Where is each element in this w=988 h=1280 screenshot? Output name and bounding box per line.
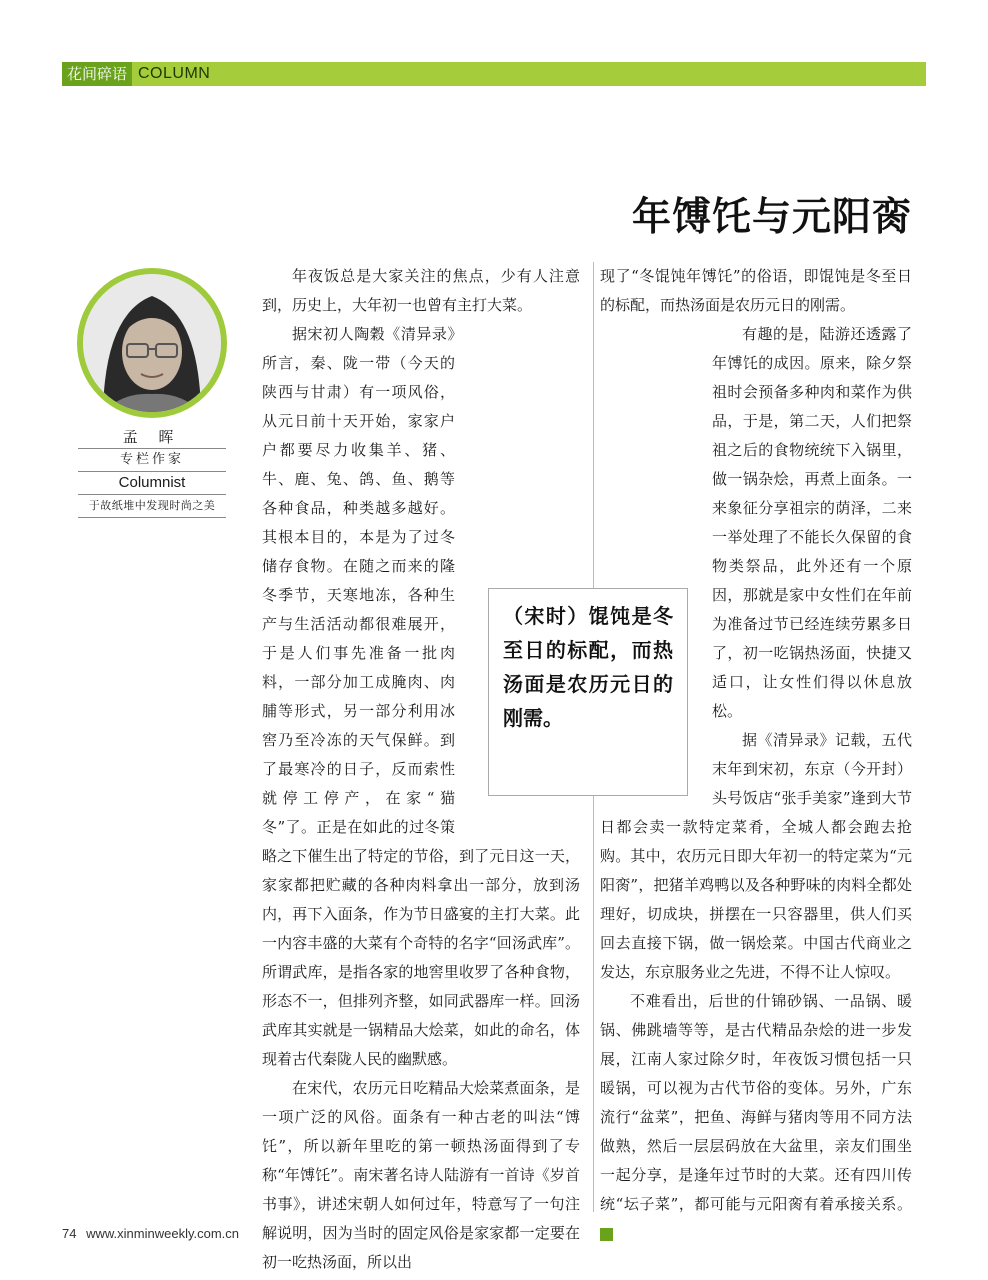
page-footer bbox=[62, 1226, 239, 1241]
author-motto: 于故纸堆中发现时尚之美 bbox=[78, 495, 226, 518]
paragraph: 现了“冬馄饨年馎饦”的俗语，即馄饨是冬至日的标配，而热汤面是农历元日的刚需。 bbox=[600, 267, 912, 314]
pull-quote-text: （宋时）馄饨是冬至日的标配，而热汤面是农历元日的刚需。 bbox=[503, 604, 673, 730]
paragraph-text: 有趣的是，陆游还透露了年馎饦的成因。原来，除夕祭祖时会预备多种肉和菜作为供品，于是，第二天，人们把祭祖之后的食物统统下入锅里，做一锅杂烩，再煮上面条。一来象征分享祖宗的荫泽，二来一举处理了不能长久保留的食物类祭品，此外还有一个原因，那就是家中女性们在年前为准备过节已经连续劳累多日了，初一吃锅热汤面，快捷又适口，让女性们得以休息放松。 bbox=[712, 325, 912, 720]
column-header-bar bbox=[62, 62, 926, 86]
paragraph: 据《清异录》记载，五代末年到宋初，东京（今开封）头号饭店“张手美家”逢到大节日都会卖一款特定菜肴，全城人都会跑去抢购。其中，农历元日即大年初一的特定菜为“元阳脔”，把猪羊鸡鸭以及各种野味的肉料全都处理好，切成块，拼摆在一只容器里，供人们买回去直接下锅，做一锅烩菜。中国古代商业之发达，东京服务业之先进，不得不让人惊叹。 bbox=[600, 731, 912, 981]
paragraph: 在宋代，农历元日吃精品大烩菜煮面条，是一项广泛的风俗。面条有一种古老的叫法“馎饦”，所以新年里吃的第一顿热汤面得到了专称“年馎饦”。南宋著名诗人陆游有一首诗《岁首书事》，讲述宋朝人如何过年，特意写了一句注解说明，因为当时的固定风俗是家家都一定要在初一吃热汤面，所以出 bbox=[262, 1079, 580, 1271]
author-role: 专栏作家 bbox=[78, 449, 226, 472]
website-url: www.xinminweekly.com.cn bbox=[86, 1226, 240, 1241]
author-info bbox=[78, 426, 226, 518]
author-avatar-ring bbox=[77, 268, 227, 418]
paragraph: 年夜饭总是大家关注的焦点，少有人注意到，历史上，大年初一也曾有主打大菜。 bbox=[262, 267, 580, 314]
author-role-english: Columnist bbox=[78, 472, 226, 495]
paragraph bbox=[600, 987, 912, 1248]
author-photo bbox=[83, 274, 221, 412]
author-name: 孟 晖 bbox=[78, 426, 226, 449]
paragraph-text: 据宋初人陶穀《清异录》所言，秦、陇一带（今天的陕西与甘肃）有一项风俗，从元日前十天开始，家家户户都要尽力收集羊、猪、牛、鹿、兔、鸽、鱼、鹅等各种食品，种类越多越好。其根本目的，本是为了过冬储存食物。在随之而来的隆冬季节，天寒地冻，各种生产与生活活动都很难展开，于是人们事先准备一批肉料，一部分加工成腌肉、肉脯等形式，另一部分利用冰窖乃至冷冻的天气保鲜。到了最寒冷的日子，反而索性就停工停产，在家“猫冬”了。正是在如此的过冬策略之下催生出了特定的节俗，到了元日这一天，家家都把贮藏的各种肉料拿出一部分，放到汤内，再下入面条，作为节日盛宴的主打大菜。此一内容丰盛的大菜有个奇特的名字“回汤武库”。所谓武库，是指各家的地窖里收罗了各种食物，形态不一，但排列齐整，如同武器库一样。回汤武库其实就是一锅精品大烩菜，如此的命名，体现着古代秦陇人民的幽默感。 bbox=[262, 325, 580, 1068]
page-number: 74 bbox=[62, 1226, 77, 1241]
section-column-label: COLUMN bbox=[138, 65, 211, 82]
paragraph-text: 不难看出，后世的什锦砂锅、一品锅、暖锅、佛跳墙等等，是古代精品杂烩的进一步发展，江南人家过除夕时，年夜饭习惯包括一只暖锅，可以视为古代节俗的变体。另外，广东流行“盆菜”，把鱼、海鲜与猪肉等用不同方法做熟，然后一层层码放在大盆里，亲友们围坐一起分享，是逢年过节时的大菜。还有四川传统“坛子菜”，都可能与元阳脔有着承接关系。 bbox=[600, 992, 912, 1213]
pull-quote bbox=[488, 588, 688, 796]
section-tag: 花间碎语 bbox=[62, 62, 132, 86]
end-of-article-mark: 民 bbox=[600, 1228, 613, 1241]
portrait-illustration bbox=[83, 274, 221, 412]
article-title: 年馎饦与元阳脔 bbox=[631, 195, 912, 240]
